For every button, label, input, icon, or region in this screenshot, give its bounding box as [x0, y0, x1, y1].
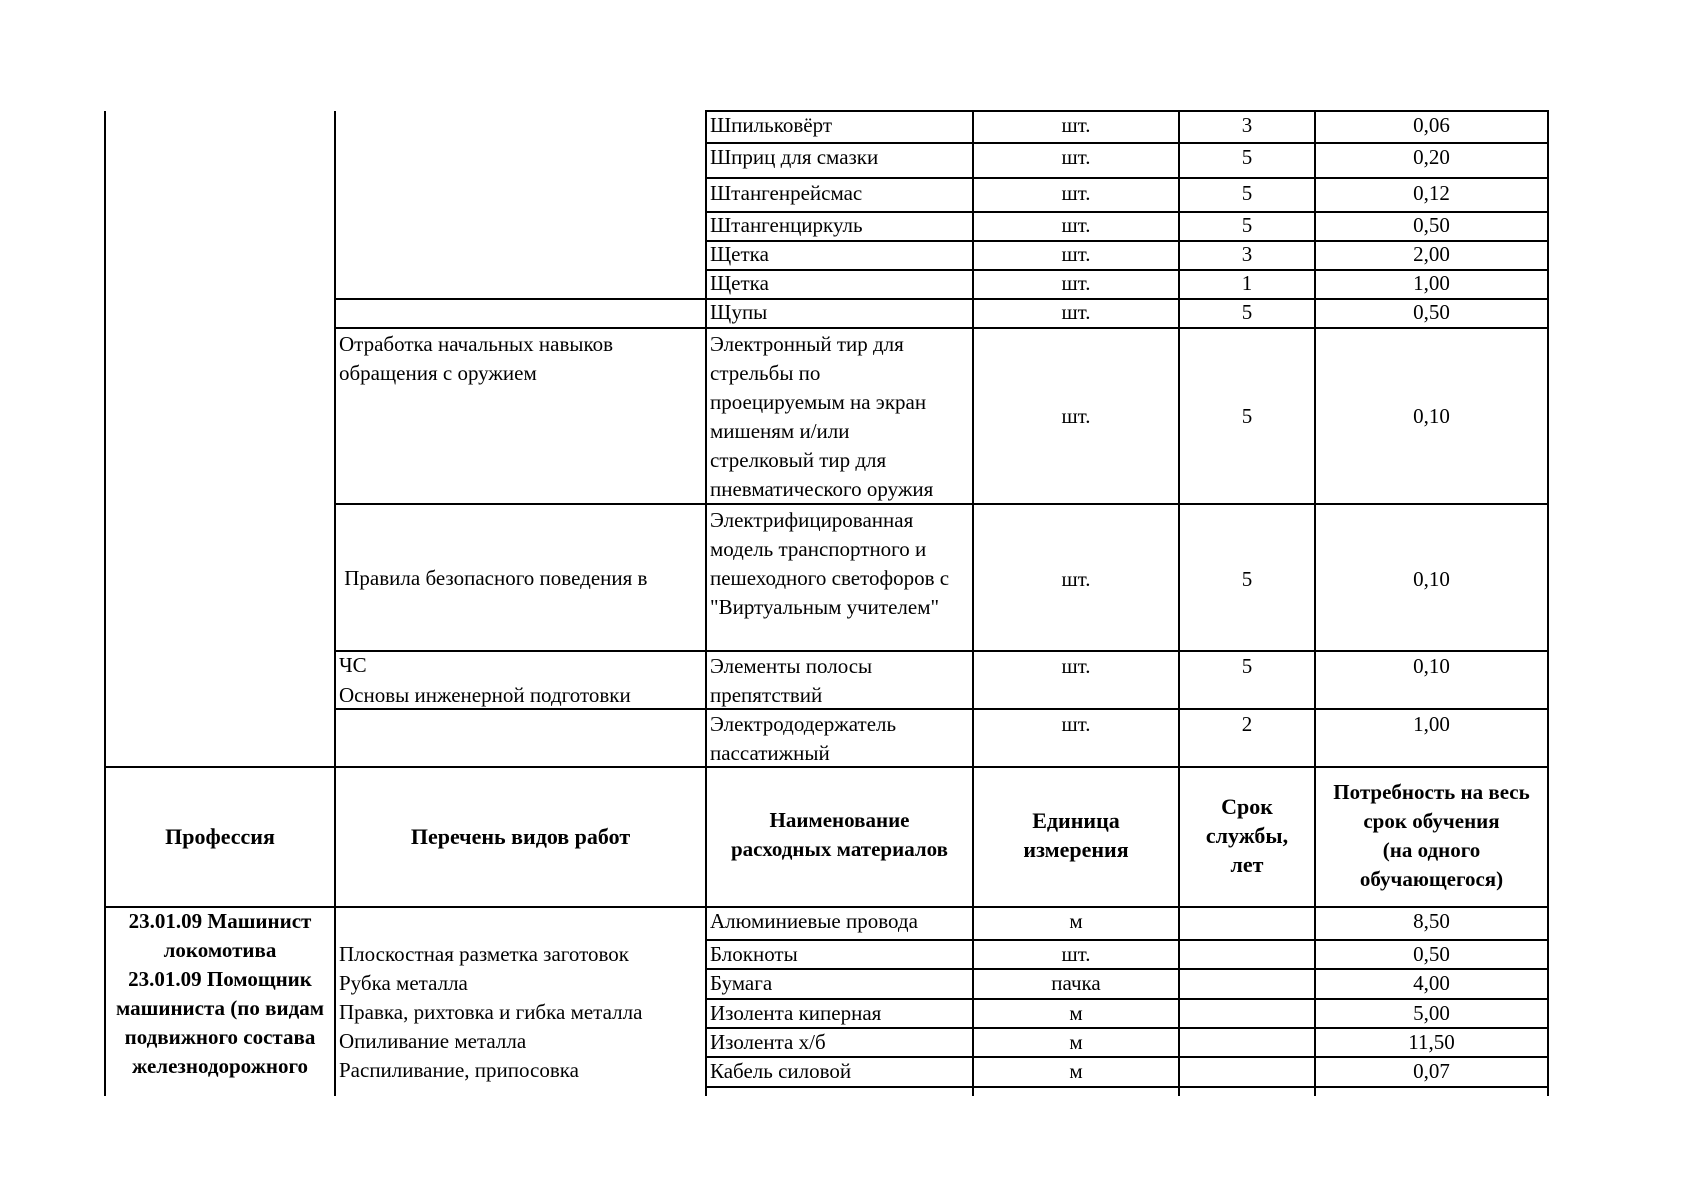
unit-cell: шт.: [1061, 113, 1091, 137]
need-cell: 0,20: [1413, 145, 1450, 169]
material-cell: Бумага: [710, 971, 773, 995]
unit-cell: м: [1069, 1030, 1083, 1054]
work-type-cell: Отработка начальных навыков обращения с оружием: [339, 332, 614, 385]
material-cell: Изолента х/б: [710, 1030, 826, 1054]
material-cell: Щетка: [710, 242, 769, 266]
life-cell: 3: [1241, 113, 1253, 137]
material-cell: Кабель силовой: [710, 1059, 852, 1083]
unit-cell: шт.: [1061, 654, 1091, 678]
unit-cell: м: [1069, 909, 1083, 933]
profession-cell: 23.01.09 Машинист локомотива 23.01.09 Помощник машиниста (по видам подвижного состава железнодорожного: [115, 909, 325, 1078]
material-cell: Блокноты: [710, 942, 798, 966]
material-cell: Алюминиевые провода: [710, 909, 918, 933]
life-cell: 2: [1241, 712, 1253, 736]
unit-cell: шт.: [1061, 271, 1091, 295]
need-cell: 0,07: [1413, 1059, 1450, 1083]
header-life: Срок службы, лет: [1205, 794, 1289, 877]
unit-cell: шт.: [1061, 712, 1091, 736]
header-need: Потребность на весь срок обучения (на одного обучающегося): [1333, 780, 1530, 891]
unit-cell: шт.: [1061, 300, 1091, 324]
need-cell: 1,00: [1413, 712, 1450, 736]
life-cell: 5: [1241, 404, 1253, 428]
material-cell: Элементы полосы препятствий: [710, 654, 873, 707]
material-cell: Штангенрейсмас: [710, 181, 863, 205]
unit-cell: шт.: [1061, 213, 1091, 237]
material-cell: Щетка: [710, 271, 769, 295]
material-cell: Штангенциркуль: [710, 213, 863, 237]
life-cell: 5: [1241, 181, 1253, 205]
material-cell: Щупы: [710, 300, 768, 324]
need-cell: 0,10: [1413, 404, 1450, 428]
material-cell: Изолента киперная: [710, 1001, 882, 1025]
header-materials: Наименование расходных материалов: [730, 808, 948, 861]
unit-cell: пачка: [1051, 971, 1101, 995]
life-cell: 5: [1241, 145, 1253, 169]
life-cell: 3: [1241, 242, 1253, 266]
need-cell: 0,50: [1413, 942, 1450, 966]
need-cell: 2,00: [1413, 242, 1450, 266]
material-cell: Электрифицированная модель транспортного и пешеходного светофоров с "Виртуальным учителем": [710, 508, 950, 619]
work-type-cell: Правила безопасного поведения в ЧС: [339, 566, 648, 677]
work-type-cell: Плоскостная разметка заготовок Рубка металла Правка, рихтовка и гибка металла Опиливание металла Распиливание, припосовка: [339, 942, 643, 1082]
need-cell: 0,50: [1413, 300, 1450, 324]
need-cell: 1,00: [1413, 271, 1450, 295]
life-cell: 5: [1241, 654, 1253, 678]
life-cell: 5: [1241, 567, 1253, 591]
need-cell: 8,50: [1413, 909, 1450, 933]
unit-cell: шт.: [1061, 567, 1091, 591]
header-unit: Единица измерения: [1023, 808, 1129, 862]
need-cell: 0,10: [1413, 567, 1450, 591]
unit-cell: шт.: [1061, 181, 1091, 205]
need-cell: 4,00: [1413, 971, 1450, 995]
need-cell: 5,00: [1413, 1001, 1450, 1025]
need-cell: 0,06: [1413, 113, 1450, 137]
need-cell: 11,50: [1408, 1030, 1455, 1054]
material-cell: Электронный тир для стрельбы по проецируемым на экран мишеням и/или стрелковый тир для пневматического оружия: [710, 332, 934, 501]
unit-cell: шт.: [1061, 242, 1091, 266]
life-cell: 5: [1241, 300, 1253, 324]
need-cell: 0,10: [1413, 654, 1450, 678]
header-profession: Профессия: [165, 824, 275, 849]
header-works: Перечень видов работ: [410, 824, 631, 849]
material-cell: Шпильковёрт: [710, 113, 832, 137]
work-type-cell: Основы инженерной подготовки: [339, 683, 631, 707]
need-cell: 0,12: [1413, 181, 1450, 205]
unit-cell: шт.: [1061, 942, 1091, 966]
unit-cell: шт.: [1061, 404, 1091, 428]
material-cell: Электрододержатель пассатижный: [710, 712, 897, 765]
life-cell: 5: [1241, 213, 1253, 237]
unit-cell: м: [1069, 1059, 1083, 1083]
material-cell: Шприц для смазки: [710, 145, 879, 169]
life-cell: 1: [1241, 271, 1253, 295]
unit-cell: шт.: [1061, 145, 1091, 169]
unit-cell: м: [1069, 1001, 1083, 1025]
need-cell: 0,50: [1413, 213, 1450, 237]
